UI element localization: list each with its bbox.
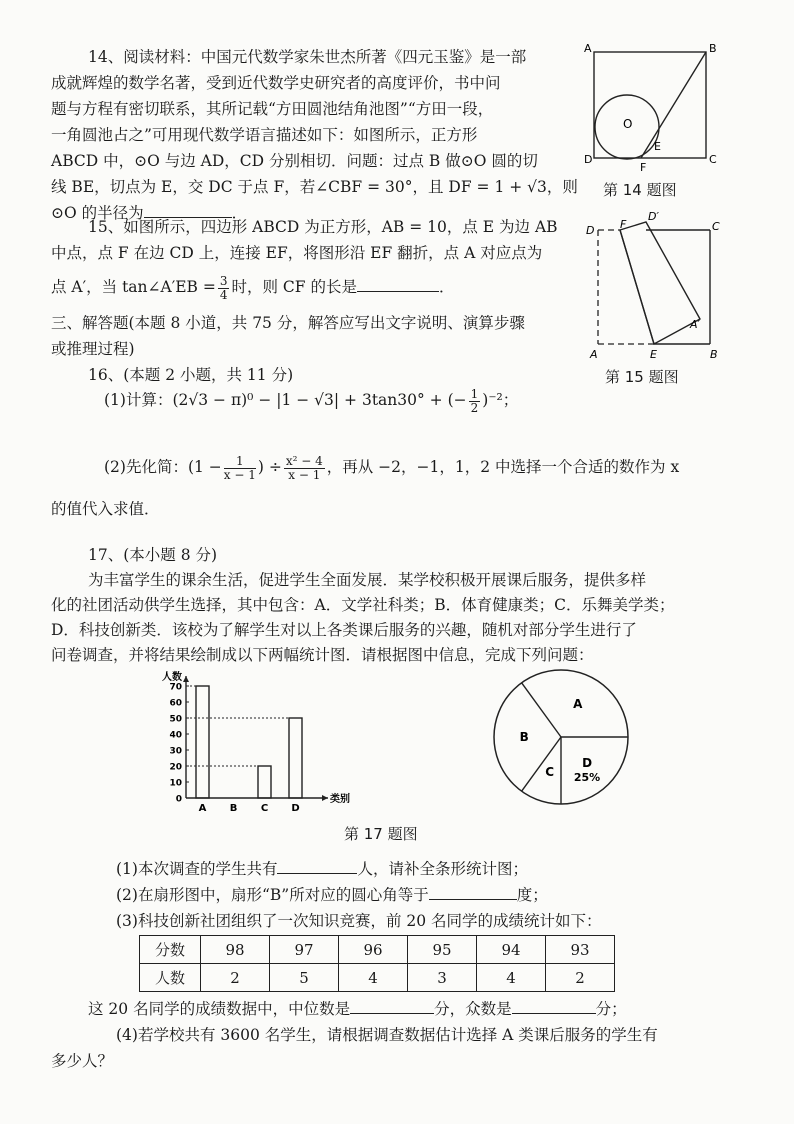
slice-percent: 25% [573, 771, 601, 785]
table-cell: 97 [270, 936, 339, 964]
label-f: F [640, 161, 647, 174]
table-cell: 2 [546, 964, 615, 992]
row-header: 分数 [140, 936, 201, 964]
table-cell: 2 [201, 964, 270, 992]
q17-line: 问卷调查，并将结果绘制成以下两幅统计图．请根据图中信息，完成下列问题： [51, 646, 594, 664]
q14-line: 线 BE，切点为 E，交 DC 于点 F，若∠CBF = 30°，且 DF = 1 + √3，则 [51, 178, 578, 196]
label-b: B [709, 42, 717, 55]
table-cell: 4 [477, 964, 546, 992]
q17-line: D．科技创新类．该校为了解学生对以上各类课后服务的兴趣，随机对部分学生进行了 [51, 621, 637, 639]
score-table [139, 935, 615, 992]
table-cell: 94 [477, 936, 546, 964]
y-tick-label: 0 [175, 794, 182, 805]
q17-question-1: (1)本次调查的学生共有 人，请补全条形统计图； [116, 856, 528, 882]
q14-line: 题与方程有密切联系，其所记载“方田圆池结角池图”“方田一段， [51, 100, 494, 118]
bar-chart [150, 668, 370, 818]
slice-label: D [582, 756, 593, 771]
label-a: A [590, 348, 598, 361]
y-axis-label: 人数 [162, 672, 182, 683]
label-a-prime: A′ [690, 318, 701, 331]
y-tick-label: 10 [169, 778, 182, 789]
q17-question-3-tail: 这 20 名同学的成绩数据中，中位数是 分，众数是 分； [88, 996, 627, 1022]
bar [289, 718, 302, 798]
q16-part1: (1)计算：(2√3 − π)⁰ − |1 − √3| + 3tan30° + (− $\frac{1}{2}$ )⁻²； [104, 386, 519, 415]
table-cell: 3 [408, 964, 477, 992]
label-b: B [710, 348, 718, 361]
x-tick-label: B [229, 803, 238, 814]
figure-14 [582, 40, 732, 200]
q14-line: 一角圆池占之”可用现代数学语言描述如下：如图所示，正方形 [51, 126, 478, 144]
label-c: C [712, 220, 720, 233]
table-cell: 93 [546, 936, 615, 964]
q17-question-4-line2: 多少人？ [51, 1052, 114, 1070]
figure-15 [584, 212, 734, 364]
fraction: $\frac{\text{x² − 4}}{x - 1}$ [285, 453, 323, 482]
y-axis-arrow [183, 676, 189, 682]
table-row [140, 964, 615, 992]
answer-blank[interactable] [350, 997, 434, 1014]
row-header: 人数 [140, 964, 201, 992]
table-cell: 5 [270, 964, 339, 992]
y-tick-label: 70 [169, 682, 182, 693]
label-e: E [650, 348, 657, 361]
label-c: C [709, 153, 717, 166]
q16-part2-line2: 的值代入求值． [51, 500, 160, 518]
slice-label: C [545, 765, 555, 780]
label-d-prime: D′ [648, 212, 659, 223]
figure-15-caption: 第 15 题图 [605, 368, 679, 386]
slice-label: B [519, 730, 529, 744]
q17-question-2: (2)在扇形图中，扇形“B”所对应的圆心角等于 度； [116, 882, 548, 908]
answer-blank[interactable] [357, 275, 439, 292]
table-cell: 4 [339, 964, 408, 992]
x-tick-label: A [198, 803, 207, 814]
table-cell: 95 [408, 936, 477, 964]
label-e: E [654, 140, 661, 153]
slice-label: A [573, 697, 583, 712]
section-heading: 或推理过程) [51, 340, 135, 358]
table-row [140, 936, 615, 964]
q14-line: 14、阅读材料：中国元代数学家朱世杰所著《四元玉鉴》是一部 [88, 48, 527, 66]
bar [258, 766, 271, 798]
label-d: D [586, 224, 595, 237]
slice-edge [522, 683, 561, 737]
q16-header: 16、(本题 2 小题，共 11 分) [88, 366, 294, 384]
figure-14-caption: 第 14 题图 [603, 181, 677, 199]
folded-shape [620, 222, 700, 344]
fraction: $\frac{3}{4}$ [219, 273, 228, 302]
x-axis-arrow [322, 795, 328, 801]
table-cell: 98 [201, 936, 270, 964]
q15-line3: 点 A′，当 tan∠A′EB = $\frac{3}{4}$ 时，则 CF 的长是 ． [51, 273, 455, 302]
label-f: F [620, 218, 627, 231]
q14-line: ABCD 中，⊙O 与边 AD，CD 分别相切．问题：过点 B 做⊙O 圆的切 [51, 152, 538, 170]
x-tick-label: D [291, 803, 300, 814]
pie-chart [486, 662, 636, 812]
q17-question-3: (3)科技创新社团组织了一次知识竞赛，前 20 名同学的成绩统计如下： [116, 912, 602, 930]
fraction: $\frac{1}{x - 1}$ [223, 453, 256, 482]
y-tick-label: 40 [169, 730, 182, 741]
label-d: D [584, 153, 593, 166]
answer-blank[interactable] [429, 883, 517, 900]
y-tick-label: 50 [169, 714, 182, 725]
label-o: O [623, 117, 633, 131]
answer-blank[interactable] [277, 857, 357, 874]
q15-line: 中点，点 F 在边 CD 上，连接 EF，将图形沿 EF 翻折，点 A 对应点为 [51, 244, 543, 262]
label-a: A [584, 42, 592, 55]
q14-last-line: ⊙O 的半径为 ． [51, 200, 247, 226]
q14-line: 成就辉煌的数学名著，受到近代数学史研究者的高度评价，书中问 [51, 74, 501, 92]
q17-question-4: (4)若学校共有 3600 名学生，请根据调查数据估计选择 A 类课后服务的学生有 [116, 1026, 658, 1044]
y-tick-label: 30 [169, 746, 182, 757]
q15-line: 15、如图所示，四边形 ABCD 为正方形，AB = 10，点 E 为边 AB [88, 218, 558, 236]
q16-part2: (2)先化简：(1 − $\frac{1}{x - 1}$ ) ÷ $\frac{\text{x² − 4}}{x - 1}$ ，再从 −2，−1，1，2 中选择一个合适的数作为 x [104, 453, 680, 482]
section-heading: 三、解答题(本题 8 小道，共 75 分，解答应写出文字说明、演算步骤 [51, 314, 525, 332]
figure-17-caption: 第 17 题图 [344, 825, 418, 843]
x-axis-label: 类别 [330, 794, 350, 805]
slice-edge [522, 737, 561, 791]
q17-header: 17、(本小题 8 分) [88, 546, 218, 564]
x-tick-label: C [260, 803, 269, 814]
answer-blank[interactable] [512, 997, 596, 1014]
fraction: $\frac{1}{2}$ [470, 386, 479, 415]
table-cell: 96 [339, 936, 408, 964]
q17-line: 为丰富学生的课余生活，促进学生全面发展．某学校积极开展课后服务，提供多样 [88, 571, 647, 589]
bar [196, 686, 209, 798]
y-tick-label: 20 [169, 762, 182, 773]
q17-line: 化的社团活动供学生选择，其中包含：A．文学社科类；B．体育健康类；C．乐舞美学类； [51, 596, 675, 614]
y-tick-label: 60 [169, 698, 182, 709]
